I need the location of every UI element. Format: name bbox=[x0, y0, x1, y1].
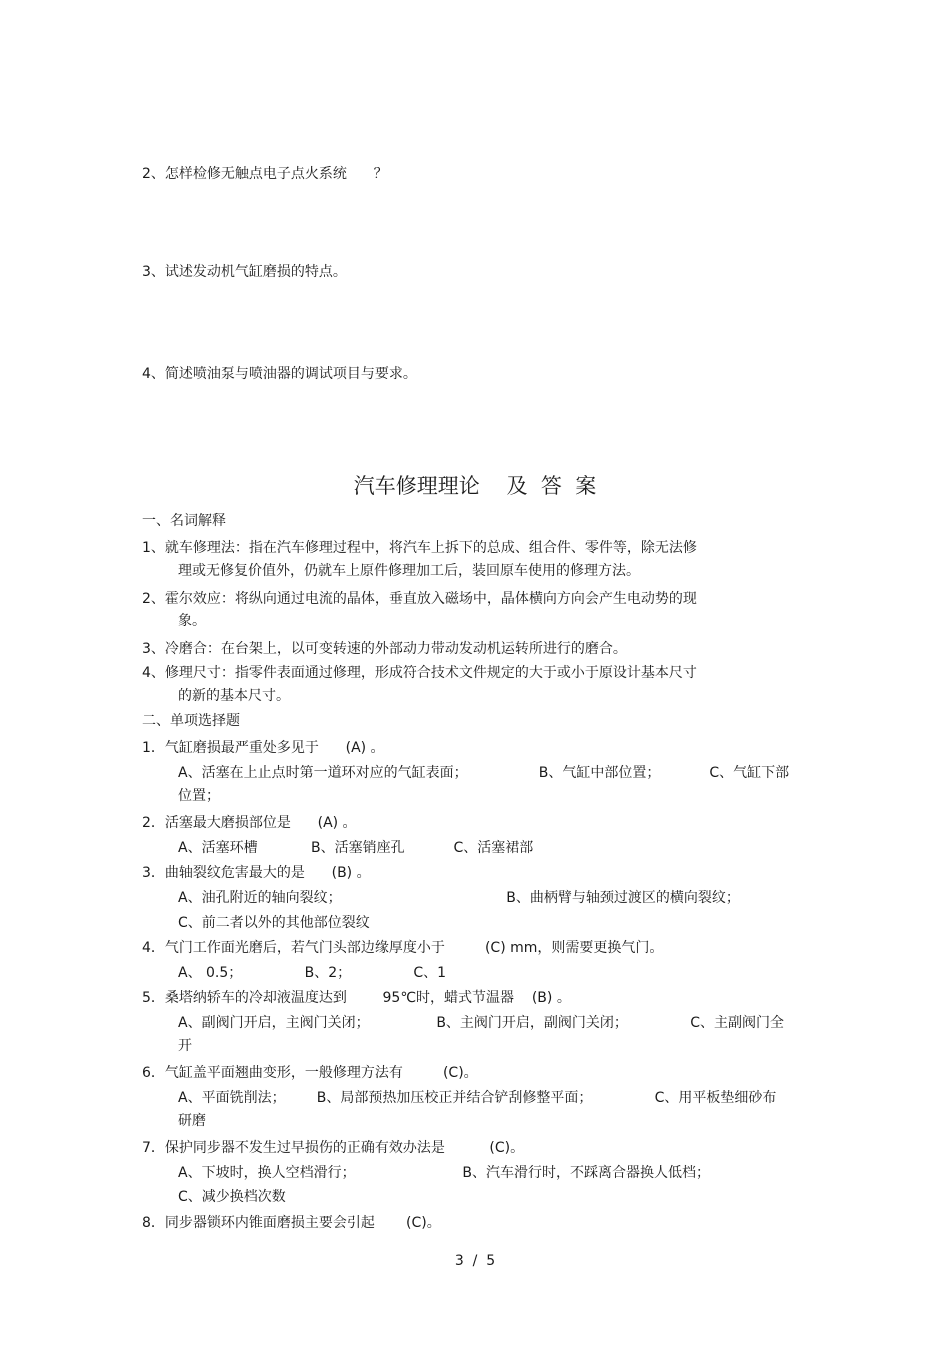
question-3: 3、试述发动机气缸磨损的特点。 bbox=[142, 264, 347, 280]
term-4-line-1: 4、修理尺寸：指零件表面通过修理，形成符合技术文件规定的大于或小于原设计基本尺寸 bbox=[142, 665, 697, 681]
mcq-5-options-line-1: A、副阀门开启，主阀门关闭； B、主阀门开启，副阀门关闭； C、主副阀门全 bbox=[178, 1015, 785, 1031]
question-4: 4、简述喷油泵与喷油器的调试项目与要求。 bbox=[142, 366, 417, 382]
mcq-3-options-line-2: C、前二者以外的其他部位裂纹 bbox=[178, 915, 370, 931]
term-1-line-1: 1、就车修理法：指在汽车修理过程中，将汽车上拆下的总成、组合件、零件等，除无法修 bbox=[142, 540, 697, 556]
term-3-line-1: 3、冷磨合：在台架上，以可变转速的外部动力带动发动机运转所进行的磨合。 bbox=[142, 641, 627, 657]
mcq-2-question: 2．活塞最大磨损部位是 (A) 。 bbox=[142, 815, 357, 831]
answer-title: 汽车修理理论 及 答 案 bbox=[353, 474, 597, 498]
term-2-line-2: 象。 bbox=[178, 613, 206, 629]
mcq-4-question: 4．气门工作面光磨后，若气门头部边缘厚度小于 (C) mm，则需要更换气门。 bbox=[142, 940, 664, 956]
mcq-6-question: 6．气缸盖平面翘曲变形，一般修理方法有 (C)。 bbox=[142, 1065, 478, 1081]
section2-heading: 二、单项选择题 bbox=[142, 713, 240, 729]
mcq-8-question: 8．同步器锁环内锥面磨损主要会引起 (C)。 bbox=[142, 1215, 441, 1231]
question-2: 2、怎样检修无触点电子点火系统 ？ bbox=[142, 166, 388, 182]
mcq-4-options-line-1: A、 0.5； B、2； C、1 bbox=[178, 965, 447, 981]
term-2-line-1: 2、霍尔效应：将纵向通过电流的晶体，垂直放入磁场中，晶体横向方向会产生电动势的现 bbox=[142, 591, 697, 607]
mcq-1-options-line-2: 位置； bbox=[178, 788, 220, 804]
term-4-line-2: 的新的基本尺寸。 bbox=[178, 688, 290, 704]
mcq-1-question: 1．气缸磨损最严重处多见于 (A) 。 bbox=[142, 740, 385, 756]
mcq-3-question: 3．曲轴裂纹危害最大的是 (B) 。 bbox=[142, 865, 371, 881]
section1-heading: 一、名词解释 bbox=[142, 513, 226, 529]
mcq-6-options-line-2: 研磨 bbox=[178, 1113, 206, 1129]
mcq-1-options-line-1: A、活塞在上止点时第一道环对应的气缸表面； B、气缸中部位置； C、气缸下部 bbox=[178, 765, 790, 781]
page-number: 3 / 5 bbox=[454, 1253, 496, 1269]
mcq-7-question: 7．保护同步器不发生过早损伤的正确有效办法是 (C)。 bbox=[142, 1140, 525, 1156]
mcq-3-options-line-1: A、油孔附近的轴向裂纹； B、曲柄臂与轴颈过渡区的横向裂纹； bbox=[178, 890, 740, 906]
mcq-5-options-line-2: 开 bbox=[178, 1038, 192, 1054]
mcq-7-options-line-2: C、减少换档次数 bbox=[178, 1189, 286, 1205]
mcq-5-question: 5．桑塔纳轿车的冷却液温度达到 95℃时，蜡式节温器 (B) 。 bbox=[142, 990, 571, 1006]
mcq-2-options-line-1: A、活塞环槽 B、活塞销座孔 C、活塞裙部 bbox=[178, 840, 534, 856]
mcq-6-options-line-1: A、平面铣削法； B、局部预热加压校正并结合铲刮修整平面； C、用平板垫细砂布 bbox=[178, 1090, 777, 1106]
term-1-line-2: 理或无修复价值外，仍就车上原件修理加工后，装回原车使用的修理方法。 bbox=[178, 563, 640, 579]
mcq-7-options-line-1: A、下坡时，换人空档滑行； B、汽车滑行时，不踩离合器换人低档； bbox=[178, 1165, 710, 1181]
